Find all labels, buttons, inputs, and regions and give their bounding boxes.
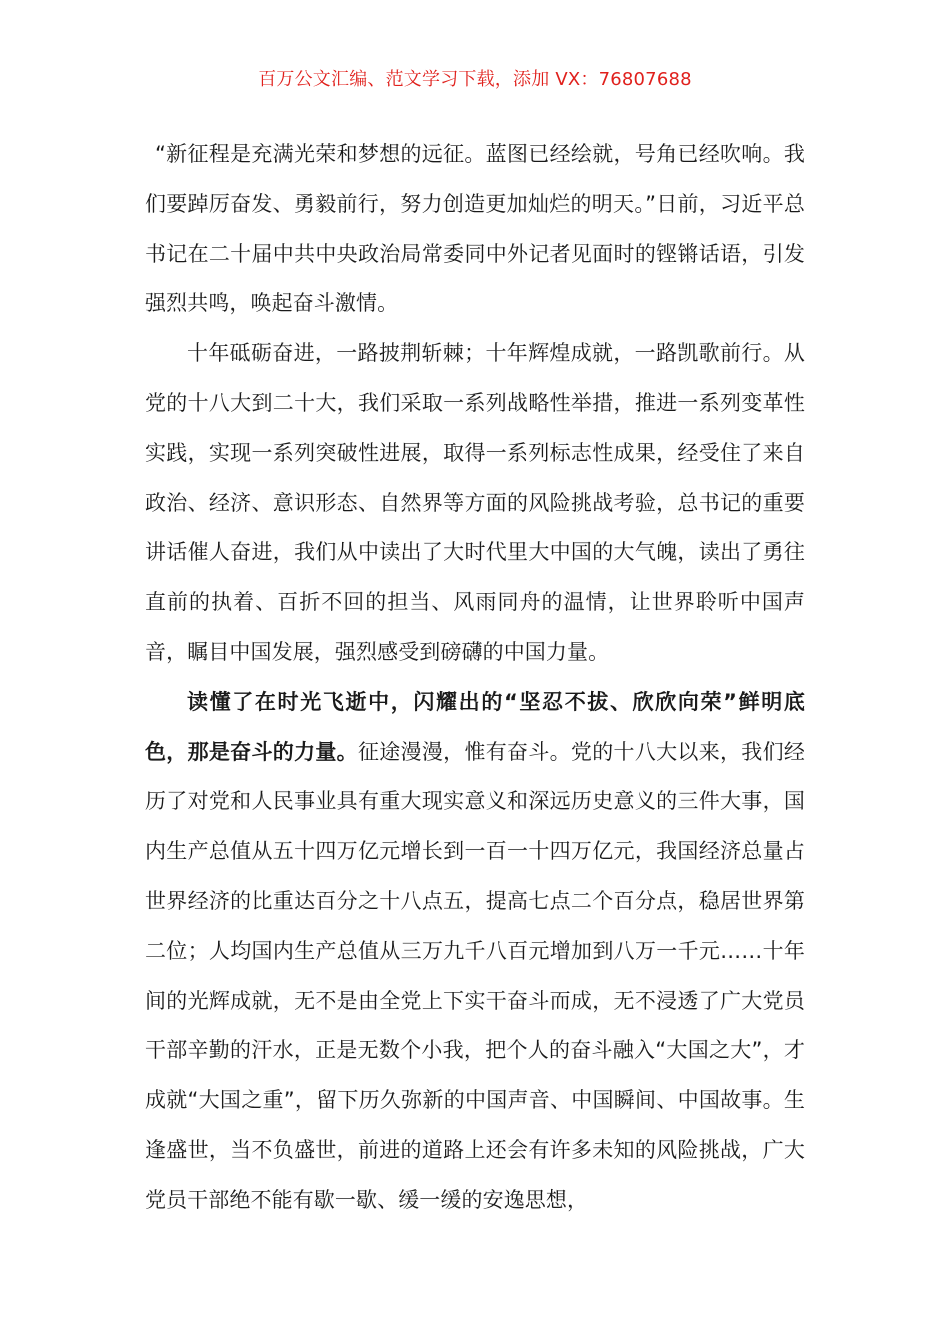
paragraph-1-text: “新征程是充满光荣和梦想的远征。蓝图已经绘就，号角已经吹响。我们要踔厉奋发、勇毅前行，努力创造更加灿烂的明天。”日前，习近平总书记在二十届中共中央政治局常委同中外记者见面时的铿锵话语，引发强烈共鸣，唤起奋斗激情。: [145, 142, 805, 316]
article-body: [145, 130, 805, 1226]
paragraph-3-bold-lead: 读懂了在时光飞逝中，闪耀出的“坚忍不拔、欣欣向荣”鲜明底色，那是奋斗的力量。: [145, 689, 805, 764]
paragraph-2: [145, 329, 805, 678]
paragraph-2-text: 十年砥砺奋进，一路披荆斩棘；十年辉煌成就，一路凯歌前行。从党的十八大到二十大，我们采取一系列战略性举措，推进一系列变革性实践，实现一系列突破性进展，取得一系列标志性成果，经受住了来自政治、经济、意识形态、自然界等方面的风险挑战考验，总书记的重要讲话催人奋进，我们从中读出了大时代里大中国的大气魄，读出了勇往直前的执着、百折不回的担当、风雨同舟的温情，让世界聆听中国声音，瞩目中国发展，强烈感受到磅礴的中国力量。: [145, 341, 805, 664]
paragraph-1: [145, 130, 805, 329]
header-notice: 百万公文汇编、范文学习下载，添加 VX：76807688: [258, 69, 692, 90]
paragraph-3-text: 征途漫漫，惟有奋斗。党的十八大以来，我们经历了对党和人民事业具有重大现实意义和深远历史意义的三件大事，国内生产总值从五十四万亿元增长到一百一十四万亿元，我国经济总量占世界经济的比重达百分之十八点五，提高七点二个百分点，稳居世界第二位；人均国内生产总值从三万九千八百元增加到八万一千元……十年间的光辉成就，无不是由全党上下实干奋斗而成，无不浸透了广大党员干部辛勤的汗水，正是无数个小我，把个人的奋斗融入“大国之大”，才成就“大国之重”，留下历久弥新的中国声音、中国瞬间、中国故事。生逢盛世，当不负盛世，前进的道路上还会有许多未知的风险挑战，广大党员干部绝不能有歇一歇、缓一缓的安逸思想，: [145, 739, 805, 1212]
paragraph-3: [145, 678, 805, 1226]
